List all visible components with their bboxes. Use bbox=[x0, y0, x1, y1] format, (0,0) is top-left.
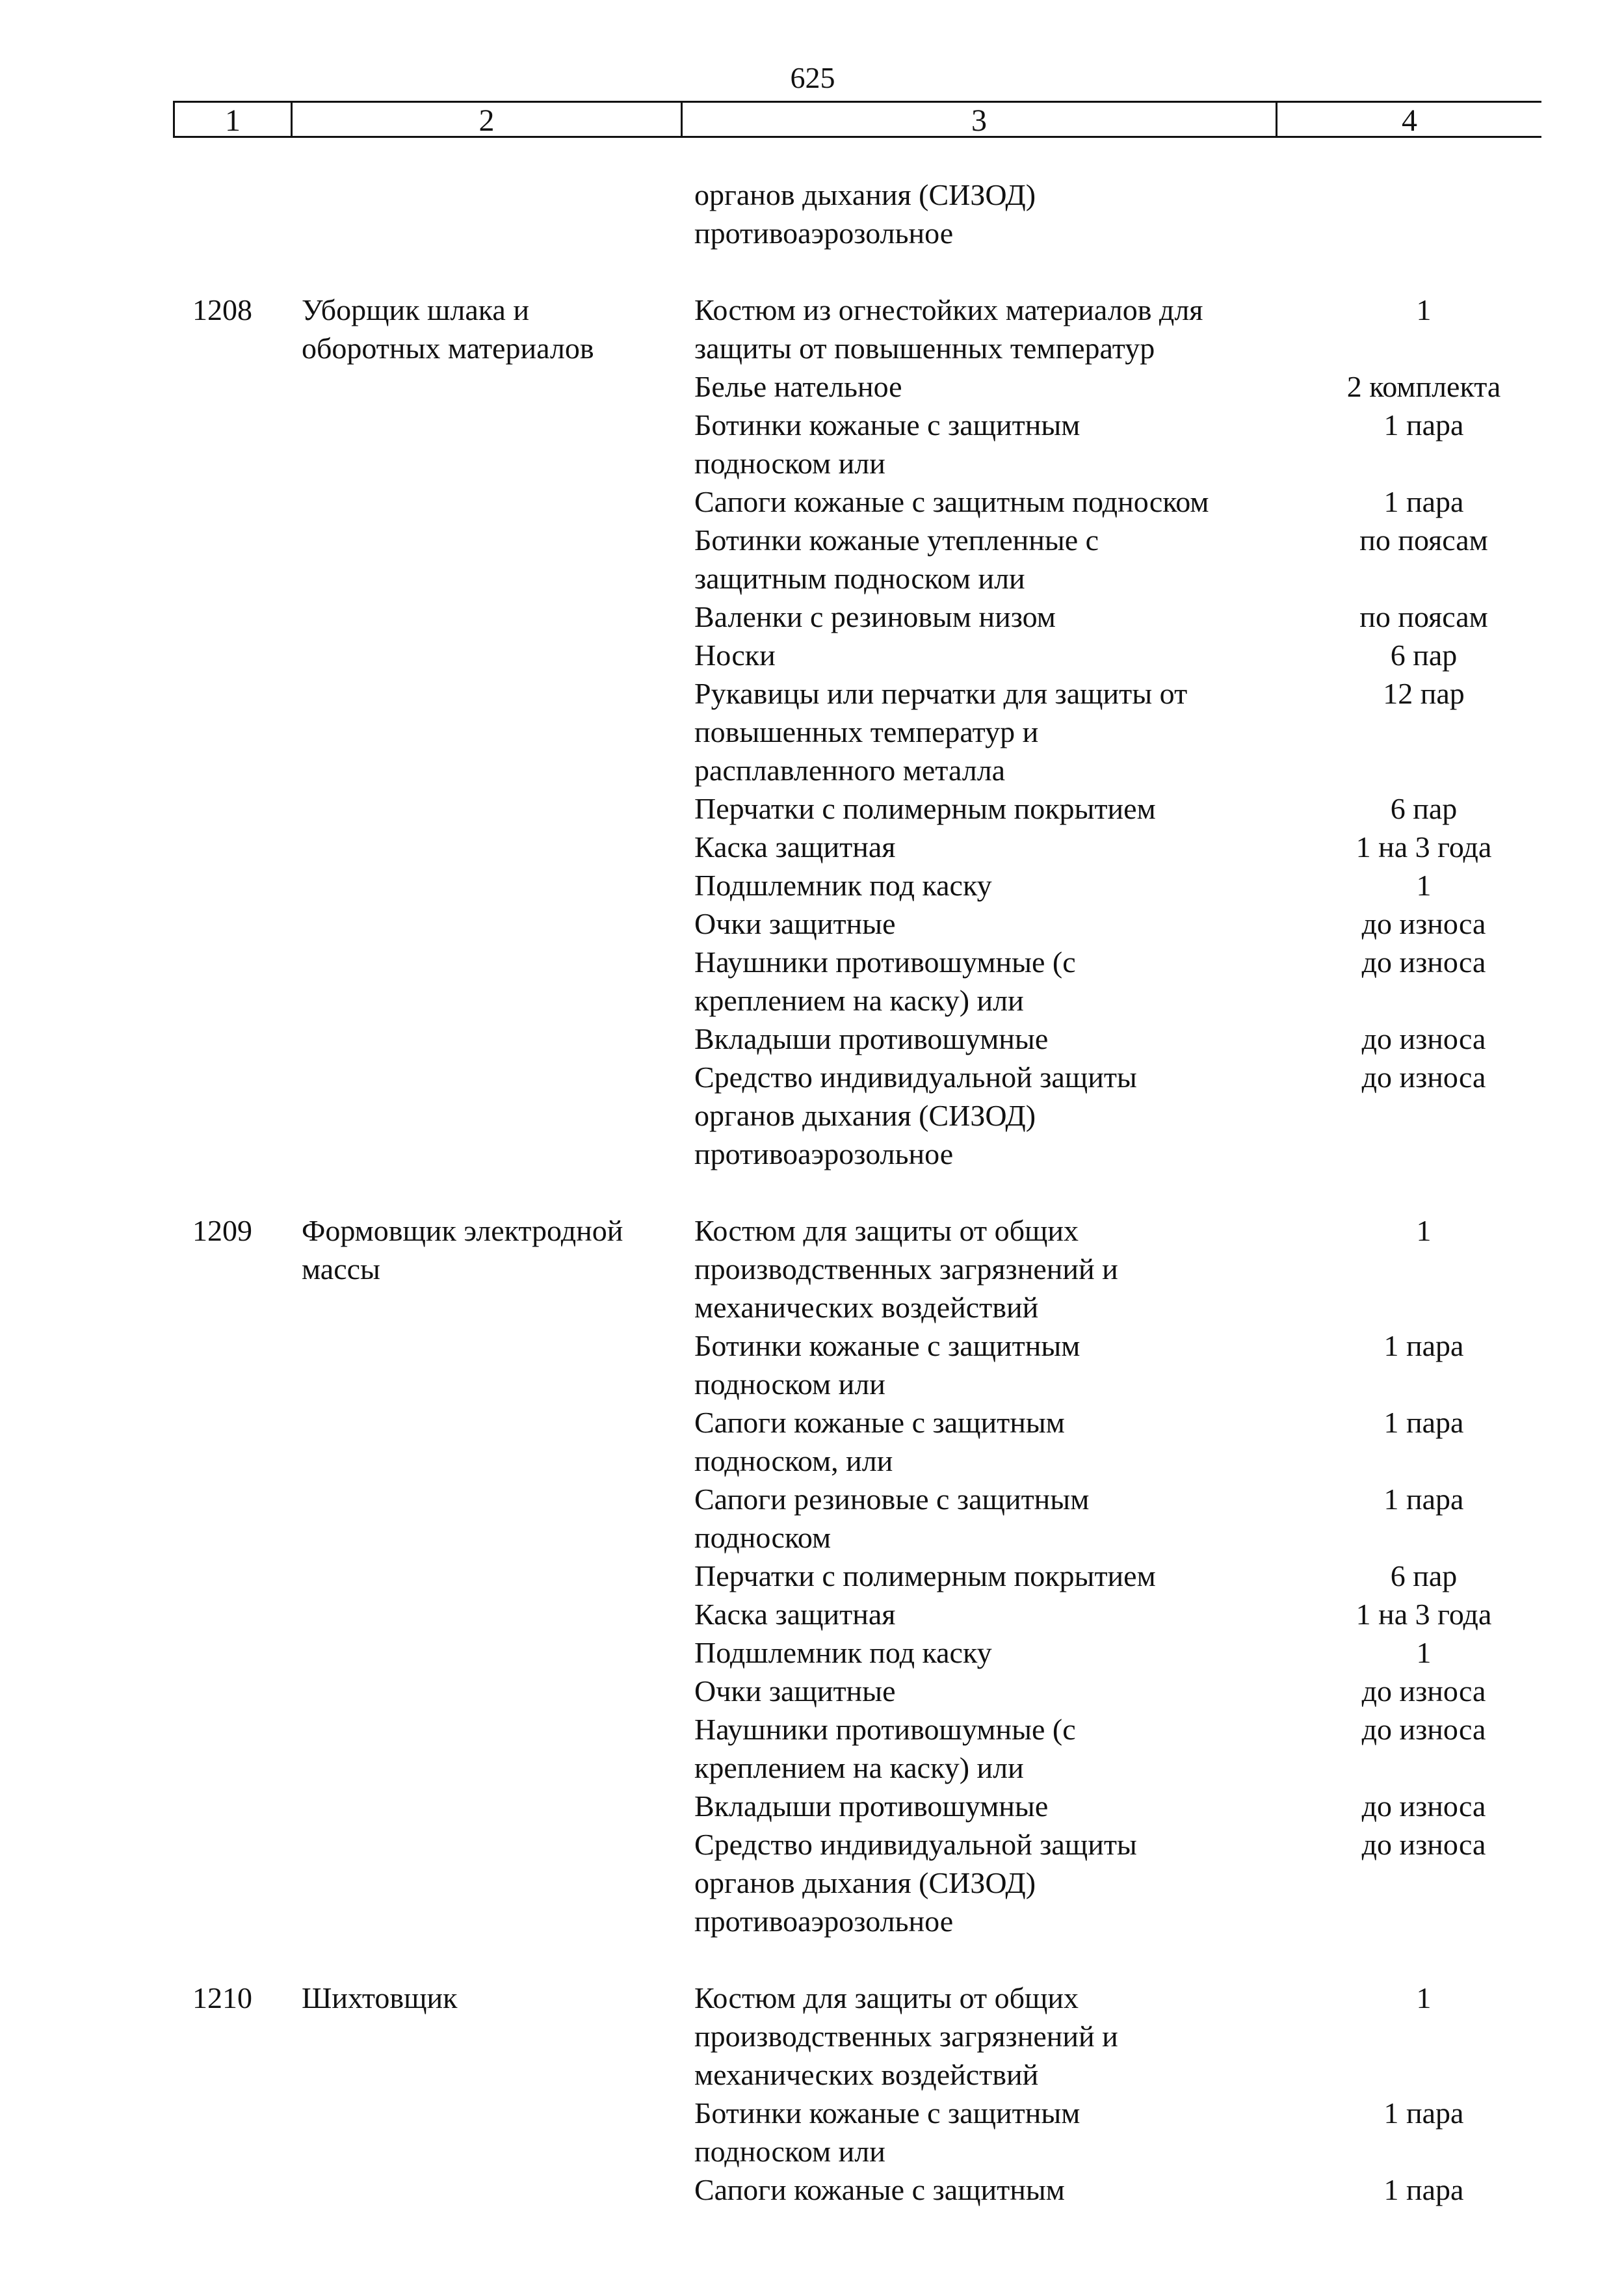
item-name: Очки защитные bbox=[694, 907, 896, 940]
item-quantity: до износа bbox=[1361, 907, 1486, 940]
table-header bbox=[173, 101, 1541, 138]
row-number: 1209 bbox=[192, 1214, 252, 1247]
item-quantity: до износа bbox=[1361, 1022, 1486, 1055]
item-name: Носки bbox=[694, 639, 776, 672]
item-quantity: 1 пара bbox=[1383, 408, 1464, 442]
item-name: Наушники противошумные (с bbox=[694, 1713, 1076, 1746]
item-name: Наушники противошумные (с bbox=[694, 945, 1076, 979]
item-quantity: 6 пар bbox=[1390, 639, 1458, 672]
continuation-line: органов дыхания (СИЗОД) bbox=[694, 178, 1036, 211]
item-name: повышенных температур и bbox=[694, 715, 1039, 748]
item-quantity: 1 пара bbox=[1383, 1483, 1464, 1516]
item-name: подноском, или bbox=[694, 1444, 893, 1477]
item-name: Каска защитная bbox=[694, 830, 896, 864]
item-name: подноском bbox=[694, 1521, 832, 1554]
item-name: Вкладыши противошумные bbox=[694, 1789, 1049, 1823]
item-quantity: до износа bbox=[1361, 1789, 1486, 1823]
item-name: Рукавицы или перчатки для защиты от bbox=[694, 677, 1188, 710]
item-name: креплением на каску) или bbox=[694, 1751, 1024, 1784]
item-name: Ботинки кожаные с защитным bbox=[694, 408, 1080, 442]
item-name: Средство индивидуальной защиты bbox=[694, 1061, 1137, 1094]
item-quantity: до износа bbox=[1361, 945, 1486, 979]
item-quantity: 1 bbox=[1416, 1981, 1432, 2014]
item-quantity: 1 bbox=[1416, 869, 1432, 902]
continuation-line: противоаэрозольное bbox=[694, 217, 954, 250]
item-name: Средство индивидуальной защиты bbox=[694, 1828, 1137, 1861]
item-quantity: 1 пара bbox=[1383, 1406, 1464, 1439]
profession-name: Шихтовщик bbox=[302, 1981, 458, 2014]
item-name: органов дыхания (СИЗОД) bbox=[694, 1099, 1036, 1132]
profession-name: оборотных материалов bbox=[302, 332, 594, 365]
item-quantity: 1 пара bbox=[1383, 2173, 1464, 2206]
item-name: Каска защитная bbox=[694, 1598, 896, 1631]
page-number: 625 bbox=[790, 61, 835, 94]
header-col-3: 3 bbox=[683, 103, 1277, 136]
item-name: защиты от повышенных температур bbox=[694, 332, 1155, 365]
item-name: противоаэрозольное bbox=[694, 1137, 954, 1170]
item-quantity: по поясам bbox=[1359, 600, 1488, 633]
item-name: органов дыхания (СИЗОД) bbox=[694, 1866, 1036, 1899]
item-name: Костюм для защиты от общих bbox=[694, 1214, 1079, 1247]
profession-name: Уборщик шлака и bbox=[302, 293, 529, 326]
item-name: Ботинки кожаные с защитным bbox=[694, 1329, 1080, 1362]
item-name: Костюм из огнестойких материалов для bbox=[694, 293, 1203, 326]
item-quantity: 1 пара bbox=[1383, 485, 1464, 518]
item-quantity: 1 на 3 года bbox=[1356, 1598, 1492, 1631]
item-name: Ботинки кожаные утепленные с bbox=[694, 523, 1099, 557]
profession-name: Формовщик электродной bbox=[302, 1214, 623, 1247]
item-name: противоаэрозольное bbox=[694, 1905, 954, 1938]
item-quantity: 1 пара bbox=[1383, 1329, 1464, 1362]
item-name: подноском или bbox=[694, 447, 885, 480]
header-col-2: 2 bbox=[293, 103, 683, 136]
item-quantity: 1 bbox=[1416, 1636, 1432, 1669]
item-name: производственных загрязнений и bbox=[694, 1252, 1118, 1286]
row-number: 1208 bbox=[192, 293, 252, 326]
item-name: подноском или bbox=[694, 1367, 885, 1401]
item-name: механических воздействий bbox=[694, 1291, 1039, 1324]
item-quantity: 1 bbox=[1416, 1214, 1432, 1247]
header-col-4: 4 bbox=[1402, 103, 1417, 138]
item-name: Валенки с резиновым низом bbox=[694, 600, 1056, 633]
item-quantity: 2 комплекта bbox=[1346, 370, 1501, 403]
item-name: Сапоги резиновые с защитным bbox=[694, 1483, 1090, 1516]
item-name: Подшлемник под каску bbox=[694, 869, 992, 902]
item-name: Сапоги кожаные с защитным bbox=[694, 1406, 1065, 1439]
item-name: защитным подноском или bbox=[694, 562, 1025, 595]
item-quantity: по поясам bbox=[1359, 523, 1488, 557]
item-name: Подшлемник под каску bbox=[694, 1636, 992, 1669]
item-name: Ботинки кожаные с защитным bbox=[694, 2096, 1080, 2130]
item-name: Белье нательное bbox=[694, 370, 902, 403]
item-name: подноском или bbox=[694, 2135, 885, 2168]
item-quantity: 6 пар bbox=[1390, 1559, 1458, 1592]
item-name: Сапоги кожаные с защитным подноском bbox=[694, 485, 1209, 518]
item-name: Костюм для защиты от общих bbox=[694, 1981, 1079, 2014]
item-name: Перчатки с полимерным покрытием bbox=[694, 1559, 1156, 1592]
item-quantity: до износа bbox=[1361, 1713, 1486, 1746]
item-name: креплением на каску) или bbox=[694, 984, 1024, 1017]
item-quantity: до износа bbox=[1361, 1674, 1486, 1708]
item-quantity: до износа bbox=[1361, 1061, 1486, 1094]
item-name: Очки защитные bbox=[694, 1674, 896, 1708]
item-quantity: 1 на 3 года bbox=[1356, 830, 1492, 864]
item-name: расплавленного металла bbox=[694, 754, 1006, 787]
item-name: механических воздействий bbox=[694, 2058, 1039, 2091]
item-quantity: 6 пар bbox=[1390, 792, 1458, 825]
item-quantity: 1 пара bbox=[1383, 2096, 1464, 2130]
header-col-1: 1 bbox=[175, 103, 293, 136]
item-quantity: 12 пар bbox=[1383, 677, 1465, 710]
item-quantity: 1 bbox=[1416, 293, 1432, 326]
item-name: Вкладыши противошумные bbox=[694, 1022, 1049, 1055]
item-name: Перчатки с полимерным покрытием bbox=[694, 792, 1156, 825]
item-name: Сапоги кожаные с защитным bbox=[694, 2173, 1065, 2206]
item-name: производственных загрязнений и bbox=[694, 2020, 1118, 2053]
row-number: 1210 bbox=[192, 1981, 252, 2014]
item-quantity: до износа bbox=[1361, 1828, 1486, 1861]
profession-name: массы bbox=[302, 1252, 380, 1286]
